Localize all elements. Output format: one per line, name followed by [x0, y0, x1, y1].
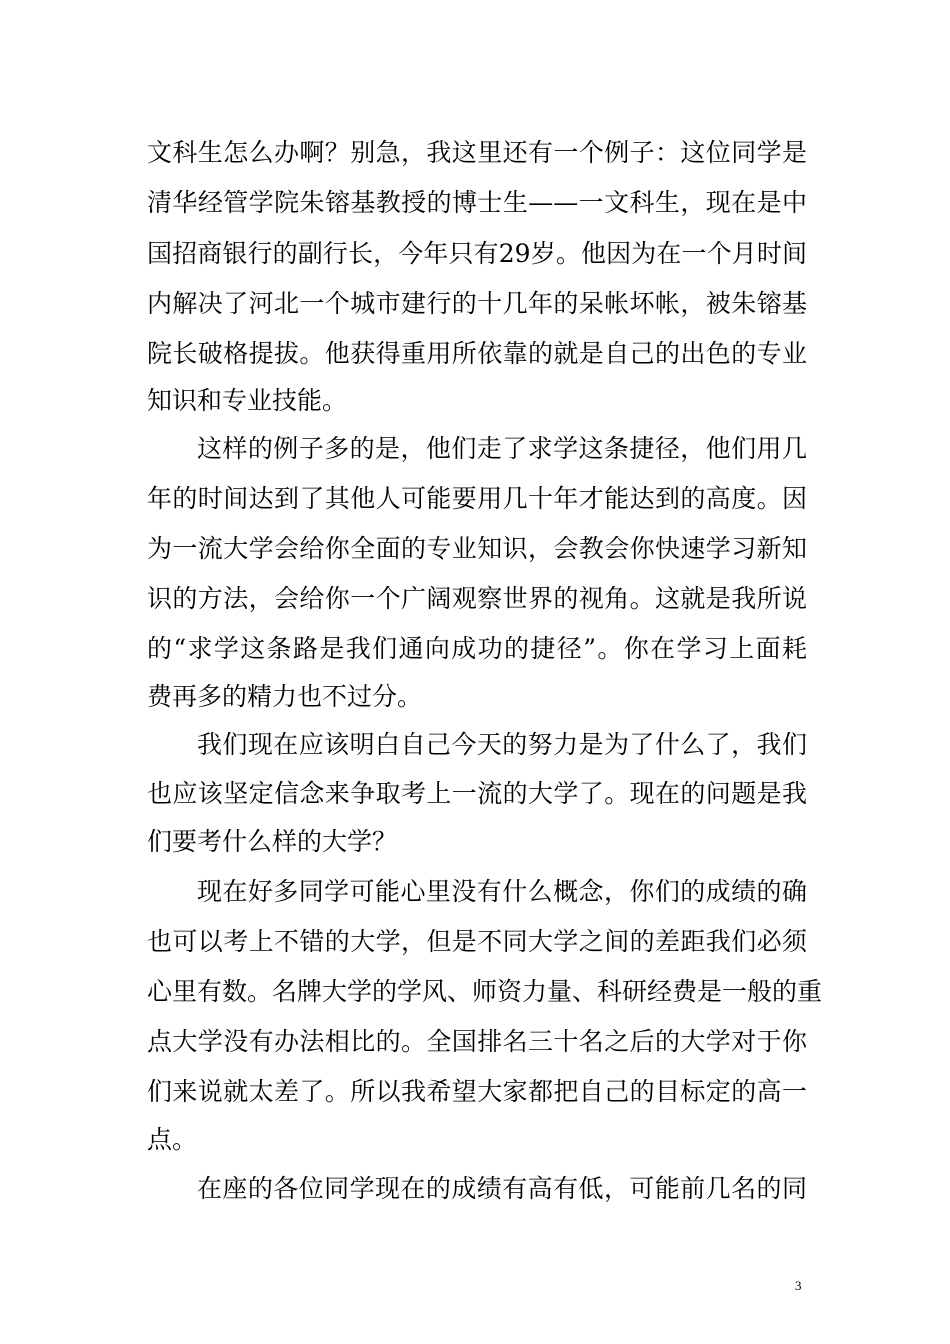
text-line: 清华经管学院朱镕基教授的博士生——一文科生，现在是中 [147, 188, 807, 217]
text-line: 们要考什么样的大学？ [147, 827, 398, 856]
text-line: 也应该坚定信念来争取考上一流的大学了。现在的问题是我 [147, 779, 807, 808]
text-line: 知识和专业技能。 [147, 386, 348, 415]
text-line: 内解决了河北一个城市建行的十几年的呆帐坏帐，被朱镕基 [147, 289, 807, 318]
paragraph-first-line: 我们现在应该明白自己今天的努力是为了什么了，我们 [197, 730, 807, 759]
paragraph-first-line: 现在好多同学可能心里没有什么概念，你们的成绩的确 [197, 877, 807, 906]
paragraph-first-line: 在座的各位同学现在的成绩有高有低，可能前几名的同 [197, 1174, 807, 1203]
text-line: 识的方法，会给你一个广阔观察世界的视角。这就是我所说 [147, 584, 807, 613]
text-line: 国招商银行的副行长，今年只有29岁。他因为在一个月时间 [147, 239, 807, 268]
text-line: 费再多的精力也不过分。 [147, 682, 423, 711]
text-line: 文科生怎么办啊？别急，我这里还有一个例子：这位同学是 [147, 138, 807, 167]
text-line: 们来说就太差了。所以我希望大家都把自己的目标定的高一 [147, 1077, 807, 1106]
text-line: 点。 [147, 1125, 198, 1154]
paragraph-first-line: 这样的例子多的是，他们走了求学这条捷径，他们用几 [197, 434, 807, 463]
text-line: 也可以考上不错的大学，但是不同大学之间的差距我们必须 [147, 927, 807, 956]
page-number: 3 [795, 1278, 802, 1293]
text-line: 年的时间达到了其他人可能要用几十年才能达到的高度。因 [147, 484, 807, 513]
text-line: 的“求学这条路是我们通向成功的捷径”。你在学习上面耗 [147, 634, 807, 663]
text-line: 院长破格提拔。他获得重用所依靠的就是自己的出色的专业 [147, 339, 807, 368]
text-line: 为一流大学会给你全面的专业知识，会教会你快速学习新知 [147, 534, 807, 563]
text-line: 心里有数。名牌大学的学风、师资力量、科研经费是一般的重 [147, 977, 823, 1006]
text-line: 点大学没有办法相比的。全国排名三十名之后的大学对于你 [147, 1027, 807, 1056]
